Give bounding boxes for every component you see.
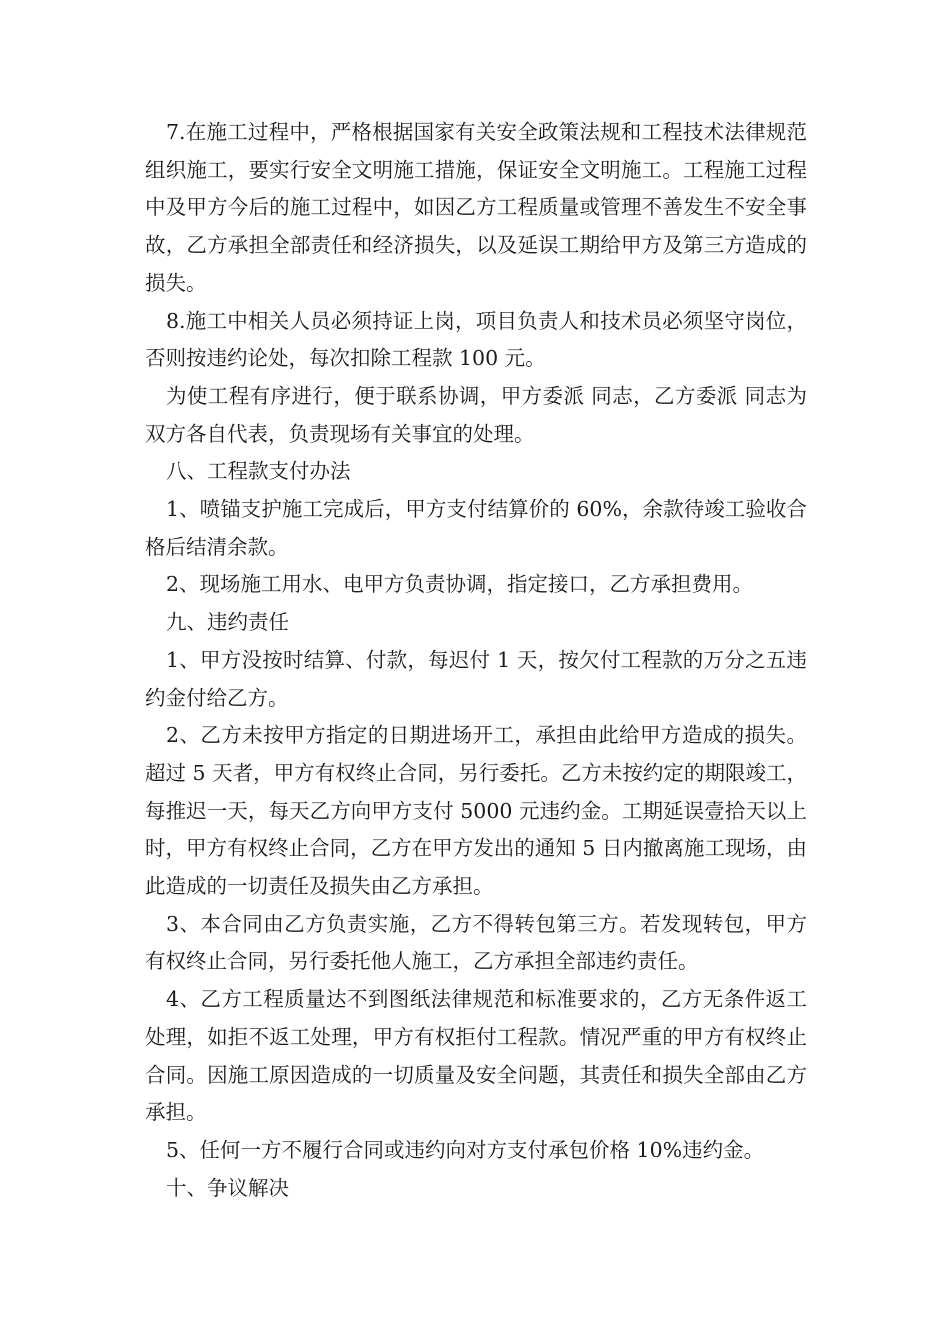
document-body (145, 114, 807, 1207)
representatives-paragraph: 为使工程有序进行，便于联系协调，甲方委派 同志，乙方委派 同志为双方各自代表，负责现场有关事宜的处理。 (145, 383, 807, 446)
clause-8-certification: 8.施工中相关人员必须持证上岗，项目负责人和技术员必须坚守岗位，否则按违约论处，每次扣除工程款 100 元。 (145, 308, 807, 371)
section-heading-breach: 九、违约责任 (166, 610, 289, 635)
breach-item-3: 3、本合同由乙方负责实施，乙方不得转包第三方。若发现转包，甲方有权终止合同，另行委托他人施工，乙方承担全部违约责任。 (145, 911, 807, 974)
clause-7-safety: 7.在施工过程中，严格根据国家有关安全政策法规和工程技术法律规范组织施工，要实行安全文明施工措施，保证安全文明施工。工程施工过程中及甲方今后的施工过程中，如因乙方工程质量或管理不善发生不安全事故，乙方承担全部责任和经济损失，以及延误工期给甲方及第三方造成的损失。 (145, 120, 807, 295)
section-heading-payment: 八、工程款支付办法 (166, 459, 351, 484)
payment-item-1: 1、喷锚支护施工完成后，甲方支付结算价的 60%，余款待竣工验收合格后结清余款。 (145, 497, 807, 559)
section-heading-dispute: 十、争议解决 (166, 1175, 289, 1200)
payment-item-2: 2、现场施工用水、电甲方负责协调，指定接口，乙方承担费用。 (166, 572, 754, 597)
breach-item-4: 4、乙方工程质量达不到图纸法律规范和标准要求的，乙方无条件返工处理，如拒不返工处理，甲方有权拒付工程款。情况严重的甲方有权终止合同。因施工原因造成的一切质量及安全问题，其责任和损失全部由乙方承担。 (145, 987, 807, 1125)
breach-item-2: 2、乙方未按甲方指定的日期进场开工，承担由此给甲方造成的损失。超过 5 天者，甲方有权终止合同，另行委托。乙方未按约定的期限竣工，每推迟一天，每天乙方向甲方支付 5000 元违约金。工期延误壹拾天以上时，甲方有权终止合同，乙方在甲方发出的通知 5 日内撤离施工现场，由此造成的一切责任及损失由乙方承担。 (145, 723, 807, 899)
breach-item-5: 5、任何一方不履行合同或违约向对方支付承包价格 10%违约金。 (166, 1137, 765, 1162)
breach-item-1: 1、甲方没按时结算、付款，每迟付 1 天，按欠付工程款的万分之五违约金付给乙方。 (145, 647, 807, 710)
